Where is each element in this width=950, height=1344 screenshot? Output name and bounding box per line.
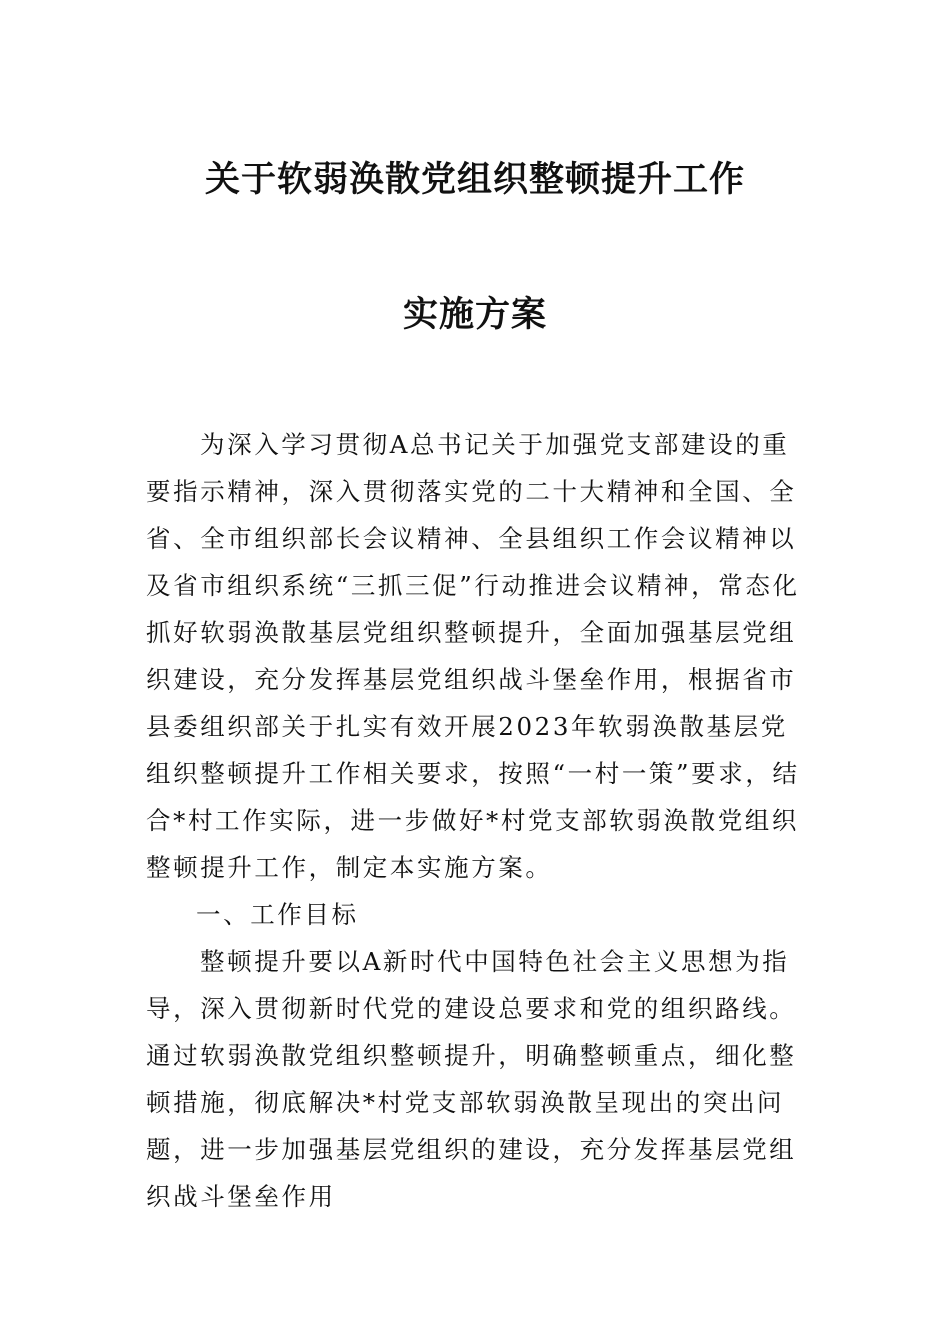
document-body <box>146 421 811 1220</box>
document-title-line-2: 实施方案 <box>402 295 547 335</box>
document-title-line-1: 关于软弱涣散党组织整顿提升工作 <box>204 160 745 200</box>
section-1-paragraph: 整顿提升要以A新时代中国特色社会主义思想为指导，深入贯彻新时代党的建设总要求和党的组织路线。通过软弱涣散党组织整顿提升，明确整顿重点，细化整顿措施，彻底解决*村党支部软弱涣散呈现出的突出问题，进一步加强基层党组织的建设，充分发挥基层党组织战斗堡垒作用 <box>146 947 797 1211</box>
intro-paragraph: 为深入学习贯彻A总书记关于加强党支部建设的重要指示精神，深入贯彻落实党的二十大精神和全国、全省、全市组织部长会议精神、全县组织工作会议精神以及省市组织系统“三抓三促”行动推进会议精神，常态化抓好软弱涣散基层党组织整顿提升，全面加强基层党组织建设，充分发挥基层党组织战斗堡垒作用，根据省市县委组织部关于扎实有效开展2023年软弱涣散基层党组织整顿提升工作相关要求，按照“一村一策”要求，结合*村工作实际，进一步做好*村党支部软弱涣散党组织整顿提升工作，制定本实施方案。 <box>146 430 800 882</box>
section-1-heading: 一、工作目标 <box>196 900 359 929</box>
